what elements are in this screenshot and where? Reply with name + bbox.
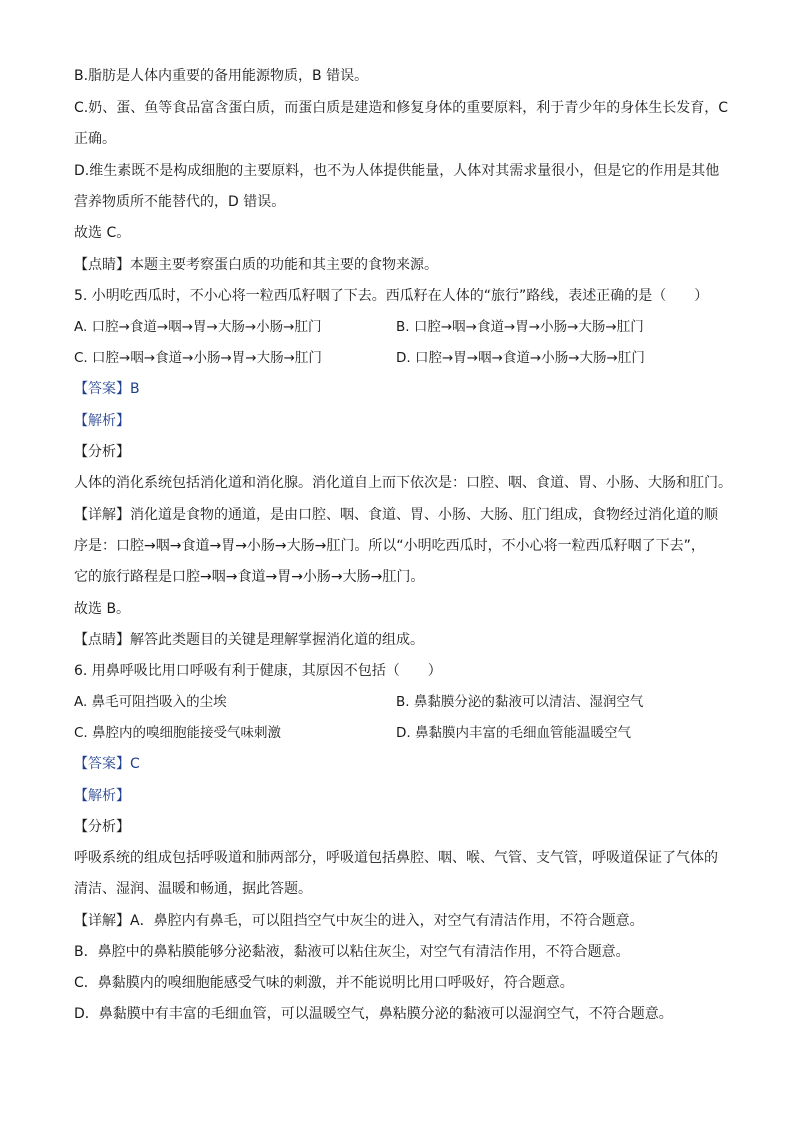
answer-label: 【答案】B	[74, 381, 140, 397]
analysis-label: 【解析】	[74, 413, 130, 429]
text-line: 人体的消化系统包括消化道和消化腺。消化道自上而下依次是：口腔、咽、食道、胃、小肠、大肠和肛门。	[74, 475, 732, 491]
question-5-stem: 5. 小明吃西瓜时，不小心将一粒西瓜籽咽了下去。西瓜籽在人体的“旅行”路线，表述正确的是（ ）	[74, 288, 709, 304]
text-line: B．鼻腔中的鼻粘膜能够分泌黏液，黏液可以粘住灰尘，对空气有清洁作用，不符合题意。	[74, 944, 630, 960]
q5-option-a: A. 口腔→食道→咽→胃→大肠→小肠→肛门	[74, 319, 322, 335]
text-line: D．鼻黏膜中有丰富的毛细血管，可以温暖空气，鼻粘膜分泌的黏液可以湿润空气，不符合题意。	[74, 1006, 673, 1022]
q5-option-b: B. 口腔→咽→食道→胃→小肠→大肠→肛门	[396, 319, 644, 335]
text-line: 营养物质所不能替代的，D 错误。	[74, 194, 286, 210]
text-line: 呼吸系统的组成包括呼吸道和肺两部分，呼吸道包括鼻腔、咽、喉、气管、支气管，呼吸道保证了气体的	[74, 850, 718, 866]
text-line: C.奶、蛋、鱼等食品富含蛋白质，而蛋白质是建造和修复身体的重要原料，利于青少年的身体生长发育，C	[74, 100, 728, 116]
text-line: 故选 B。	[74, 601, 131, 617]
analysis-heading: 【分析】	[74, 444, 130, 460]
q5-option-c: C. 口腔→咽→食道→小肠→胃→大肠→肛门	[74, 350, 322, 366]
text-line: 它的旅行路程是口腔→咽→食道→胃→小肠→大肠→肛门。	[74, 569, 425, 585]
note-line: 【点睛】本题主要考察蛋白质的功能和其主要的食物来源。	[74, 257, 438, 273]
text-line: 故选 C。	[74, 225, 131, 241]
text-line: 清洁、湿润、温暖和畅通，据此答题。	[74, 881, 312, 897]
text-line: C．鼻黏膜内的嗅细胞能感受气味的刺激，并不能说明比用口呼吸好，符合题意。	[74, 975, 574, 991]
text-line: 【详解】消化道是食物的通道，是由口腔、咽、食道、胃、小肠、大肠、肛门组成，食物经过消化道的顺	[74, 507, 718, 523]
q6-option-b: B. 鼻黏膜分泌的黏液可以清洁、湿润空气	[396, 694, 644, 710]
text-line: 【详解】A．鼻腔内有鼻毛，可以阻挡空气中灰尘的进入，对空气有清洁作用，不符合题意。	[74, 913, 644, 929]
q6-option-a: A. 鼻毛可阻挡吸入的尘埃	[74, 694, 227, 710]
text-line: 序是：口腔→咽→食道→胃→小肠→大肠→肛门。所以“小明吃西瓜时，不小心将一粒西瓜籽咽了下去”，	[74, 538, 705, 554]
q6-option-c: C. 鼻腔内的嗅细胞能接受气味刺激	[74, 725, 282, 741]
question-6-stem: 6. 用鼻呼吸比用口呼吸有利于健康，其原因不包括（ ）	[74, 663, 442, 679]
analysis-label: 【解析】	[74, 788, 130, 804]
text-line: D.维生素既不是构成细胞的主要原料，也不为人体提供能量，人体对其需求量很小，但是它的作用是其他	[74, 163, 720, 179]
note-line: 【点睛】解答此类题目的关键是理解掌握消化道的组成。	[74, 632, 424, 648]
answer-label: 【答案】C	[74, 756, 140, 772]
text-line: B.脂肪是人体内重要的备用能源物质，B 错误。	[74, 68, 369, 84]
q6-option-d: D. 鼻黏膜内丰富的毛细血管能温暖空气	[396, 725, 631, 741]
q5-option-d: D. 口腔→胃→咽→食道→小肠→大肠→肛门	[396, 350, 645, 366]
text-line: 正确。	[74, 131, 116, 147]
analysis-heading: 【分析】	[74, 819, 130, 835]
